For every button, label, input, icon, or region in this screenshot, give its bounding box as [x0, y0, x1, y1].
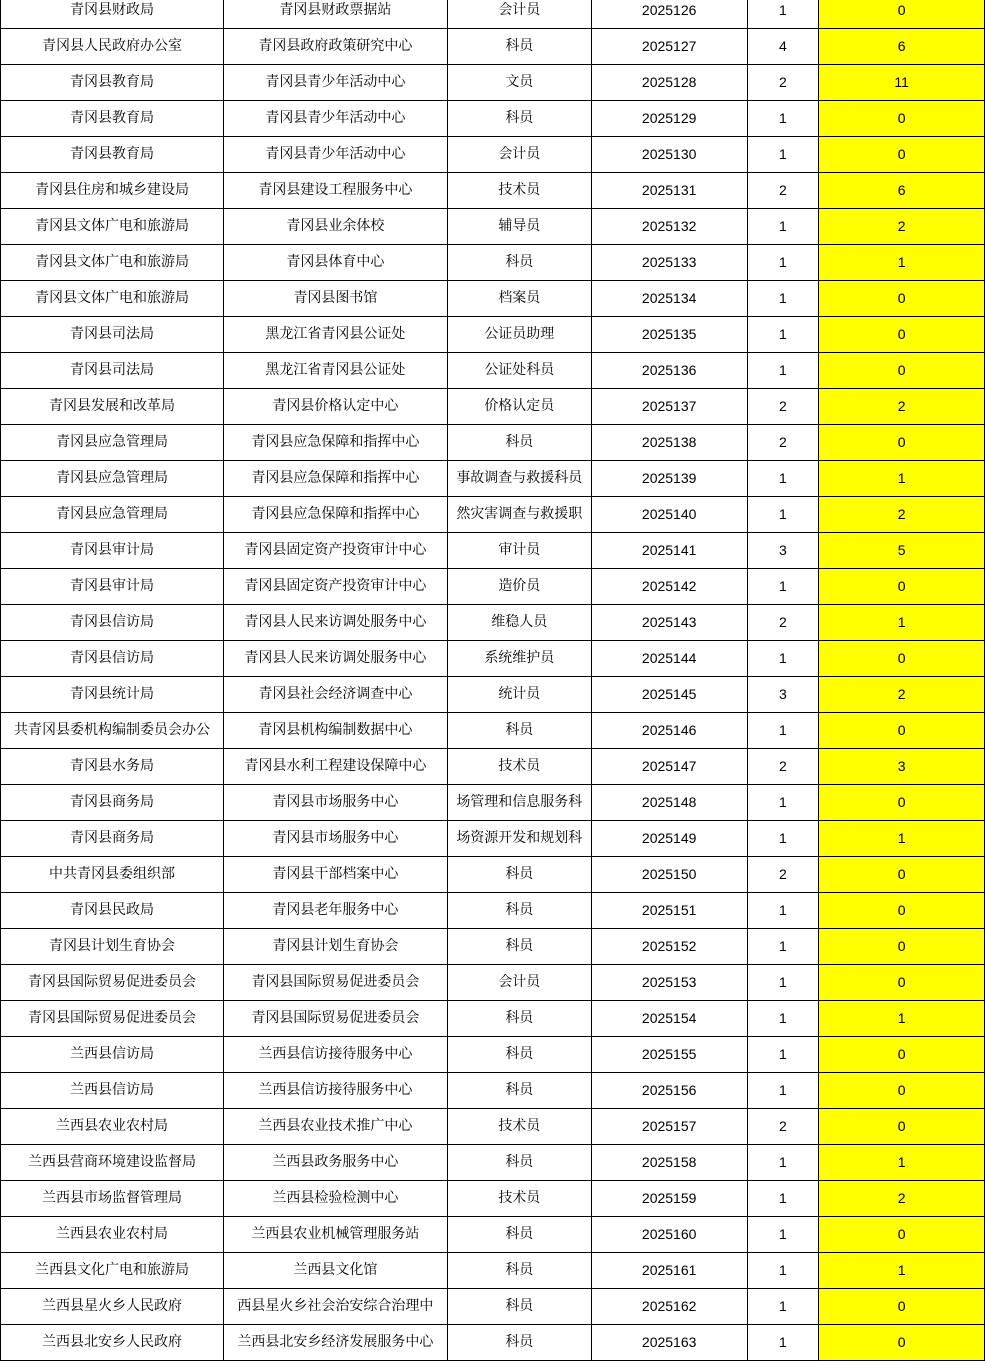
- position-cell[interactable]: 维稳人员: [447, 605, 591, 641]
- position-cell[interactable]: 场资源开发和规划科: [447, 821, 591, 857]
- unit-cell[interactable]: 青冈县财政票据站: [223, 0, 447, 29]
- department-cell[interactable]: 青冈县财政局: [1, 0, 224, 29]
- code-cell[interactable]: 2025153: [591, 965, 747, 1001]
- quota-cell[interactable]: 1: [747, 1289, 819, 1325]
- unit-cell[interactable]: 青冈县机构编制数据中心: [223, 713, 447, 749]
- unit-cell[interactable]: 青冈县国际贸易促进委员会: [223, 1001, 447, 1037]
- quota-cell[interactable]: 3: [747, 533, 819, 569]
- code-cell[interactable]: 2025126: [591, 0, 747, 29]
- table-row: [1, 857, 985, 893]
- unit-cell[interactable]: 青冈县固定资产投资审计中心: [223, 569, 447, 605]
- applicants-cell[interactable]: 0: [819, 1325, 985, 1361]
- applicants-cell[interactable]: 2: [819, 677, 985, 713]
- table-row: [1, 1037, 985, 1073]
- table-row: [1, 1289, 985, 1325]
- applicants-cell[interactable]: 0: [819, 713, 985, 749]
- code-cell[interactable]: 2025151: [591, 893, 747, 929]
- position-cell[interactable]: 科员: [447, 713, 591, 749]
- position-cell[interactable]: 会计员: [447, 0, 591, 29]
- quota-cell[interactable]: 1: [747, 821, 819, 857]
- code-cell[interactable]: 2025146: [591, 713, 747, 749]
- applicants-cell[interactable]: 2: [819, 389, 985, 425]
- unit-cell[interactable]: 青冈县固定资产投资审计中心: [223, 533, 447, 569]
- code-cell[interactable]: 2025161: [591, 1253, 747, 1289]
- position-cell[interactable]: 公证处科员: [447, 353, 591, 389]
- table-row: [1, 533, 985, 569]
- applicants-cell[interactable]: 2: [819, 209, 985, 245]
- applicants-cell[interactable]: 0: [819, 965, 985, 1001]
- table-row: [1, 497, 985, 533]
- applicants-cell[interactable]: 0: [819, 641, 985, 677]
- table-row: [1, 317, 985, 353]
- department-cell[interactable]: 中共青冈县委组织部: [1, 857, 224, 893]
- department-cell[interactable]: 青冈县商务局: [1, 821, 224, 857]
- table-row: [1, 29, 985, 65]
- quota-cell[interactable]: 1: [747, 209, 819, 245]
- position-cell[interactable]: 事故调查与救援科员: [447, 461, 591, 497]
- quota-cell[interactable]: 1: [747, 641, 819, 677]
- department-cell[interactable]: 青冈县人民政府办公室: [1, 29, 224, 65]
- position-cell[interactable]: 文员: [447, 65, 591, 101]
- quota-cell[interactable]: 1: [747, 929, 819, 965]
- table-row: [1, 281, 985, 317]
- position-cell[interactable]: 科员: [447, 425, 591, 461]
- applicants-cell[interactable]: 5: [819, 533, 985, 569]
- applicants-cell[interactable]: 0: [819, 893, 985, 929]
- code-cell[interactable]: 2025148: [591, 785, 747, 821]
- position-cell[interactable]: 科员: [447, 29, 591, 65]
- unit-cell[interactable]: 青冈县老年服务中心: [223, 893, 447, 929]
- quota-cell[interactable]: 1: [747, 1325, 819, 1361]
- position-cell[interactable]: 科员: [447, 929, 591, 965]
- unit-cell[interactable]: 青冈县计划生育协会: [223, 929, 447, 965]
- code-cell[interactable]: 2025130: [591, 137, 747, 173]
- applicants-cell[interactable]: 0: [819, 857, 985, 893]
- position-cell[interactable]: 科员: [447, 245, 591, 281]
- code-cell[interactable]: 2025145: [591, 677, 747, 713]
- position-cell[interactable]: 统计员: [447, 677, 591, 713]
- code-cell[interactable]: 2025134: [591, 281, 747, 317]
- code-cell[interactable]: 2025163: [591, 1325, 747, 1361]
- unit-cell[interactable]: 兰西县农业机械管理服务站: [223, 1217, 447, 1253]
- unit-cell[interactable]: 青冈县干部档案中心: [223, 857, 447, 893]
- department-cell[interactable]: 青冈县商务局: [1, 785, 224, 821]
- table-row: [1, 713, 985, 749]
- unit-cell[interactable]: 青冈县人民来访调处服务中心: [223, 605, 447, 641]
- quota-cell[interactable]: 1: [747, 713, 819, 749]
- department-cell[interactable]: 青冈县信访局: [1, 605, 224, 641]
- department-cell[interactable]: 青冈县国际贸易促进委员会: [1, 1001, 224, 1037]
- code-cell[interactable]: 2025147: [591, 749, 747, 785]
- department-cell[interactable]: 青冈县国际贸易促进委员会: [1, 965, 224, 1001]
- applicants-cell[interactable]: 1: [819, 461, 985, 497]
- applicants-cell[interactable]: 2: [819, 497, 985, 533]
- code-cell[interactable]: 2025160: [591, 1217, 747, 1253]
- applicants-cell[interactable]: 1: [819, 821, 985, 857]
- department-cell[interactable]: 共青冈县委机构编制委员会办公: [1, 713, 224, 749]
- code-cell[interactable]: 2025132: [591, 209, 747, 245]
- position-cell[interactable]: 造价员: [447, 569, 591, 605]
- quota-cell[interactable]: 1: [747, 281, 819, 317]
- quota-cell[interactable]: 1: [747, 1253, 819, 1289]
- code-cell[interactable]: 2025155: [591, 1037, 747, 1073]
- table-row: [1, 389, 985, 425]
- applicants-cell[interactable]: 0: [819, 785, 985, 821]
- table-row: [1, 245, 985, 281]
- table-row: [1, 1109, 985, 1145]
- department-cell[interactable]: 青冈县计划生育协会: [1, 929, 224, 965]
- unit-cell[interactable]: 黑龙江省青冈县公证处: [223, 353, 447, 389]
- unit-cell[interactable]: 兰西县信访接待服务中心: [223, 1073, 447, 1109]
- table-row: [1, 821, 985, 857]
- position-cell[interactable]: 科员: [447, 1289, 591, 1325]
- department-cell[interactable]: 青冈县住房和城乡建设局: [1, 173, 224, 209]
- unit-cell[interactable]: 青冈县水利工程建设保障中心: [223, 749, 447, 785]
- code-cell[interactable]: 2025127: [591, 29, 747, 65]
- applicants-cell[interactable]: 0: [819, 929, 985, 965]
- position-cell[interactable]: 档案员: [447, 281, 591, 317]
- department-cell[interactable]: 青冈县教育局: [1, 101, 224, 137]
- table-row: [1, 569, 985, 605]
- code-cell[interactable]: 2025139: [591, 461, 747, 497]
- quota-cell[interactable]: 1: [747, 353, 819, 389]
- position-cell[interactable]: 审计员: [447, 533, 591, 569]
- unit-cell[interactable]: 兰西县文化馆: [223, 1253, 447, 1289]
- department-cell[interactable]: 青冈县教育局: [1, 65, 224, 101]
- quota-cell[interactable]: 1: [747, 137, 819, 173]
- position-cell[interactable]: 科员: [447, 857, 591, 893]
- applicants-cell[interactable]: 2: [819, 1181, 985, 1217]
- code-cell[interactable]: 2025157: [591, 1109, 747, 1145]
- table-row: [1, 353, 985, 389]
- unit-cell[interactable]: 青冈县价格认定中心: [223, 389, 447, 425]
- table-row: [1, 425, 985, 461]
- department-cell[interactable]: 青冈县司法局: [1, 317, 224, 353]
- unit-cell[interactable]: 兰西县北安乡经济发展服务中心: [223, 1325, 447, 1361]
- unit-cell[interactable]: 兰西县检验检测中心: [223, 1181, 447, 1217]
- code-cell[interactable]: 2025143: [591, 605, 747, 641]
- applicants-cell[interactable]: 3: [819, 749, 985, 785]
- quota-cell[interactable]: 1: [747, 1001, 819, 1037]
- applicants-cell[interactable]: 1: [819, 1145, 985, 1181]
- applicants-cell[interactable]: 6: [819, 29, 985, 65]
- quota-cell[interactable]: 1: [747, 317, 819, 353]
- quota-cell[interactable]: 1: [747, 965, 819, 1001]
- department-cell[interactable]: 青冈县文体广电和旅游局: [1, 245, 224, 281]
- quota-cell[interactable]: 1: [747, 1073, 819, 1109]
- table-row: [1, 209, 985, 245]
- department-cell[interactable]: 青冈县应急管理局: [1, 461, 224, 497]
- code-cell[interactable]: 2025128: [591, 65, 747, 101]
- position-cell[interactable]: 会计员: [447, 137, 591, 173]
- unit-cell[interactable]: 青冈县应急保障和指挥中心: [223, 461, 447, 497]
- applicants-cell[interactable]: 0: [819, 1109, 985, 1145]
- quota-cell[interactable]: 1: [747, 893, 819, 929]
- code-cell[interactable]: 2025144: [591, 641, 747, 677]
- unit-cell[interactable]: 青冈县青少年活动中心: [223, 137, 447, 173]
- quota-cell[interactable]: 1: [747, 1181, 819, 1217]
- applicants-cell[interactable]: 0: [819, 1217, 985, 1253]
- table-row: [1, 1181, 985, 1217]
- applicants-cell[interactable]: 0: [819, 137, 985, 173]
- code-cell[interactable]: 2025156: [591, 1073, 747, 1109]
- unit-cell[interactable]: 青冈县政府政策研究中心: [223, 29, 447, 65]
- table-row: [1, 461, 985, 497]
- quota-cell[interactable]: 2: [747, 749, 819, 785]
- department-cell[interactable]: 青冈县民政局: [1, 893, 224, 929]
- department-cell[interactable]: 青冈县文体广电和旅游局: [1, 209, 224, 245]
- applicants-cell[interactable]: 0: [819, 425, 985, 461]
- applicants-cell[interactable]: 0: [819, 101, 985, 137]
- table-row: [1, 0, 985, 29]
- department-cell[interactable]: 青冈县文体广电和旅游局: [1, 281, 224, 317]
- position-cell[interactable]: 技术员: [447, 1181, 591, 1217]
- table-row: [1, 173, 985, 209]
- table-row: [1, 65, 985, 101]
- table-row: [1, 749, 985, 785]
- department-cell[interactable]: 兰西县星火乡人民政府: [1, 1289, 224, 1325]
- unit-cell[interactable]: 青冈县应急保障和指挥中心: [223, 425, 447, 461]
- department-cell[interactable]: 兰西县北安乡人民政府: [1, 1325, 224, 1361]
- applicants-cell[interactable]: 0: [819, 1289, 985, 1325]
- unit-cell[interactable]: 青冈县人民来访调处服务中心: [223, 641, 447, 677]
- table-row: [1, 677, 985, 713]
- quota-cell[interactable]: 1: [747, 1037, 819, 1073]
- applicants-cell[interactable]: 0: [819, 1073, 985, 1109]
- position-cell[interactable]: 技术员: [447, 173, 591, 209]
- table-row: [1, 893, 985, 929]
- quota-cell[interactable]: 1: [747, 461, 819, 497]
- applicants-cell[interactable]: 6: [819, 173, 985, 209]
- unit-cell[interactable]: 青冈县市场服务中心: [223, 821, 447, 857]
- unit-cell[interactable]: 青冈县青少年活动中心: [223, 65, 447, 101]
- unit-cell[interactable]: 青冈县市场服务中心: [223, 785, 447, 821]
- code-cell[interactable]: 2025149: [591, 821, 747, 857]
- position-cell[interactable]: 科员: [447, 1217, 591, 1253]
- quota-cell[interactable]: 2: [747, 425, 819, 461]
- position-cell[interactable]: 科员: [447, 1001, 591, 1037]
- quota-cell[interactable]: 2: [747, 857, 819, 893]
- applicants-cell[interactable]: 0: [819, 0, 985, 29]
- applicants-cell[interactable]: 0: [819, 317, 985, 353]
- unit-cell[interactable]: 青冈县青少年活动中心: [223, 101, 447, 137]
- department-cell[interactable]: 青冈县应急管理局: [1, 497, 224, 533]
- applicants-cell[interactable]: 1: [819, 245, 985, 281]
- position-cell[interactable]: 科员: [447, 1145, 591, 1181]
- applicants-cell[interactable]: 0: [819, 281, 985, 317]
- code-cell[interactable]: 2025129: [591, 101, 747, 137]
- quota-cell[interactable]: 2: [747, 1109, 819, 1145]
- code-cell[interactable]: 2025140: [591, 497, 747, 533]
- code-cell[interactable]: 2025154: [591, 1001, 747, 1037]
- table-row: [1, 1217, 985, 1253]
- code-cell[interactable]: 2025150: [591, 857, 747, 893]
- unit-cell[interactable]: 青冈县业余体校: [223, 209, 447, 245]
- quota-cell[interactable]: 4: [747, 29, 819, 65]
- unit-cell[interactable]: 兰西县政务服务中心: [223, 1145, 447, 1181]
- quota-cell[interactable]: 2: [747, 65, 819, 101]
- spreadsheet-body: [1, 0, 985, 1361]
- position-cell[interactable]: 系统维护员: [447, 641, 591, 677]
- quota-cell[interactable]: 1: [747, 101, 819, 137]
- position-cell[interactable]: 技术员: [447, 749, 591, 785]
- applicants-cell[interactable]: 1: [819, 1253, 985, 1289]
- quota-cell[interactable]: 3: [747, 677, 819, 713]
- code-cell[interactable]: 2025136: [591, 353, 747, 389]
- unit-cell[interactable]: 兰西县农业技术推广中心: [223, 1109, 447, 1145]
- unit-cell[interactable]: 青冈县建设工程服务中心: [223, 173, 447, 209]
- code-cell[interactable]: 2025159: [591, 1181, 747, 1217]
- department-cell[interactable]: 青冈县司法局: [1, 353, 224, 389]
- table-row: [1, 785, 985, 821]
- table-row: [1, 605, 985, 641]
- unit-cell[interactable]: 青冈县应急保障和指挥中心: [223, 497, 447, 533]
- table-row: [1, 641, 985, 677]
- department-cell[interactable]: 兰西县信访局: [1, 1073, 224, 1109]
- quota-cell[interactable]: 2: [747, 389, 819, 425]
- code-cell[interactable]: 2025142: [591, 569, 747, 605]
- code-cell[interactable]: 2025131: [591, 173, 747, 209]
- table-row: [1, 929, 985, 965]
- code-cell[interactable]: 2025141: [591, 533, 747, 569]
- position-cell[interactable]: 科员: [447, 1037, 591, 1073]
- department-cell[interactable]: 青冈县应急管理局: [1, 425, 224, 461]
- department-cell[interactable]: 青冈县教育局: [1, 137, 224, 173]
- unit-cell[interactable]: 兰西县信访接待服务中心: [223, 1037, 447, 1073]
- department-cell[interactable]: 青冈县水务局: [1, 749, 224, 785]
- department-cell[interactable]: 兰西县文化广电和旅游局: [1, 1253, 224, 1289]
- department-cell[interactable]: 青冈县统计局: [1, 677, 224, 713]
- unit-cell[interactable]: 青冈县社会经济调查中心: [223, 677, 447, 713]
- position-cell[interactable]: 科员: [447, 1325, 591, 1361]
- department-cell[interactable]: 青冈县发展和改革局: [1, 389, 224, 425]
- quota-cell[interactable]: 1: [747, 497, 819, 533]
- quota-cell[interactable]: 1: [747, 785, 819, 821]
- code-cell[interactable]: 2025158: [591, 1145, 747, 1181]
- table-row: [1, 1253, 985, 1289]
- position-cell[interactable]: 会计员: [447, 965, 591, 1001]
- table-row: [1, 965, 985, 1001]
- table-row: [1, 1001, 985, 1037]
- department-cell[interactable]: 青冈县审计局: [1, 533, 224, 569]
- department-cell[interactable]: 青冈县审计局: [1, 569, 224, 605]
- department-cell[interactable]: 兰西县农业农村局: [1, 1109, 224, 1145]
- position-cell[interactable]: 价格认定员: [447, 389, 591, 425]
- department-cell[interactable]: 青冈县信访局: [1, 641, 224, 677]
- quota-cell[interactable]: 1: [747, 245, 819, 281]
- department-cell[interactable]: 兰西县市场监督管理局: [1, 1181, 224, 1217]
- table-row: [1, 1073, 985, 1109]
- position-cell[interactable]: 科员: [447, 101, 591, 137]
- quota-cell[interactable]: 1: [747, 1145, 819, 1181]
- position-cell[interactable]: 科员: [447, 1253, 591, 1289]
- code-cell[interactable]: 2025137: [591, 389, 747, 425]
- position-cell[interactable]: 辅导员: [447, 209, 591, 245]
- applicants-cell[interactable]: 1: [819, 605, 985, 641]
- unit-cell[interactable]: 青冈县体育中心: [223, 245, 447, 281]
- quota-cell[interactable]: 1: [747, 0, 819, 29]
- quota-cell[interactable]: 2: [747, 605, 819, 641]
- position-cell[interactable]: 场管理和信息服务科: [447, 785, 591, 821]
- code-cell[interactable]: 2025162: [591, 1289, 747, 1325]
- applicants-cell[interactable]: 0: [819, 1037, 985, 1073]
- table-row: [1, 1325, 985, 1361]
- code-cell[interactable]: 2025133: [591, 245, 747, 281]
- applicants-cell[interactable]: 1: [819, 1001, 985, 1037]
- unit-cell[interactable]: 青冈县图书馆: [223, 281, 447, 317]
- table-row: [1, 137, 985, 173]
- quota-cell[interactable]: 1: [747, 569, 819, 605]
- applicants-cell[interactable]: 11: [819, 65, 985, 101]
- code-cell[interactable]: 2025135: [591, 317, 747, 353]
- unit-cell[interactable]: 青冈县国际贸易促进委员会: [223, 965, 447, 1001]
- position-cell[interactable]: 科员: [447, 1073, 591, 1109]
- position-cell[interactable]: 然灾害调查与救援职: [447, 497, 591, 533]
- department-cell[interactable]: 兰西县营商环境建设监督局: [1, 1145, 224, 1181]
- unit-cell[interactable]: 黑龙江省青冈县公证处: [223, 317, 447, 353]
- table-row: [1, 1145, 985, 1181]
- position-cell[interactable]: 技术员: [447, 1109, 591, 1145]
- position-cell[interactable]: 公证员助理: [447, 317, 591, 353]
- department-cell[interactable]: 兰西县信访局: [1, 1037, 224, 1073]
- unit-cell[interactable]: 西县星火乡社会治安综合治理中: [223, 1289, 447, 1325]
- position-cell[interactable]: 科员: [447, 893, 591, 929]
- code-cell[interactable]: 2025152: [591, 929, 747, 965]
- quota-cell[interactable]: 1: [747, 1217, 819, 1253]
- applicants-cell[interactable]: 0: [819, 353, 985, 389]
- quota-cell[interactable]: 2: [747, 173, 819, 209]
- table-row: [1, 101, 985, 137]
- department-cell[interactable]: 兰西县农业农村局: [1, 1217, 224, 1253]
- applicants-cell[interactable]: 0: [819, 569, 985, 605]
- code-cell[interactable]: 2025138: [591, 425, 747, 461]
